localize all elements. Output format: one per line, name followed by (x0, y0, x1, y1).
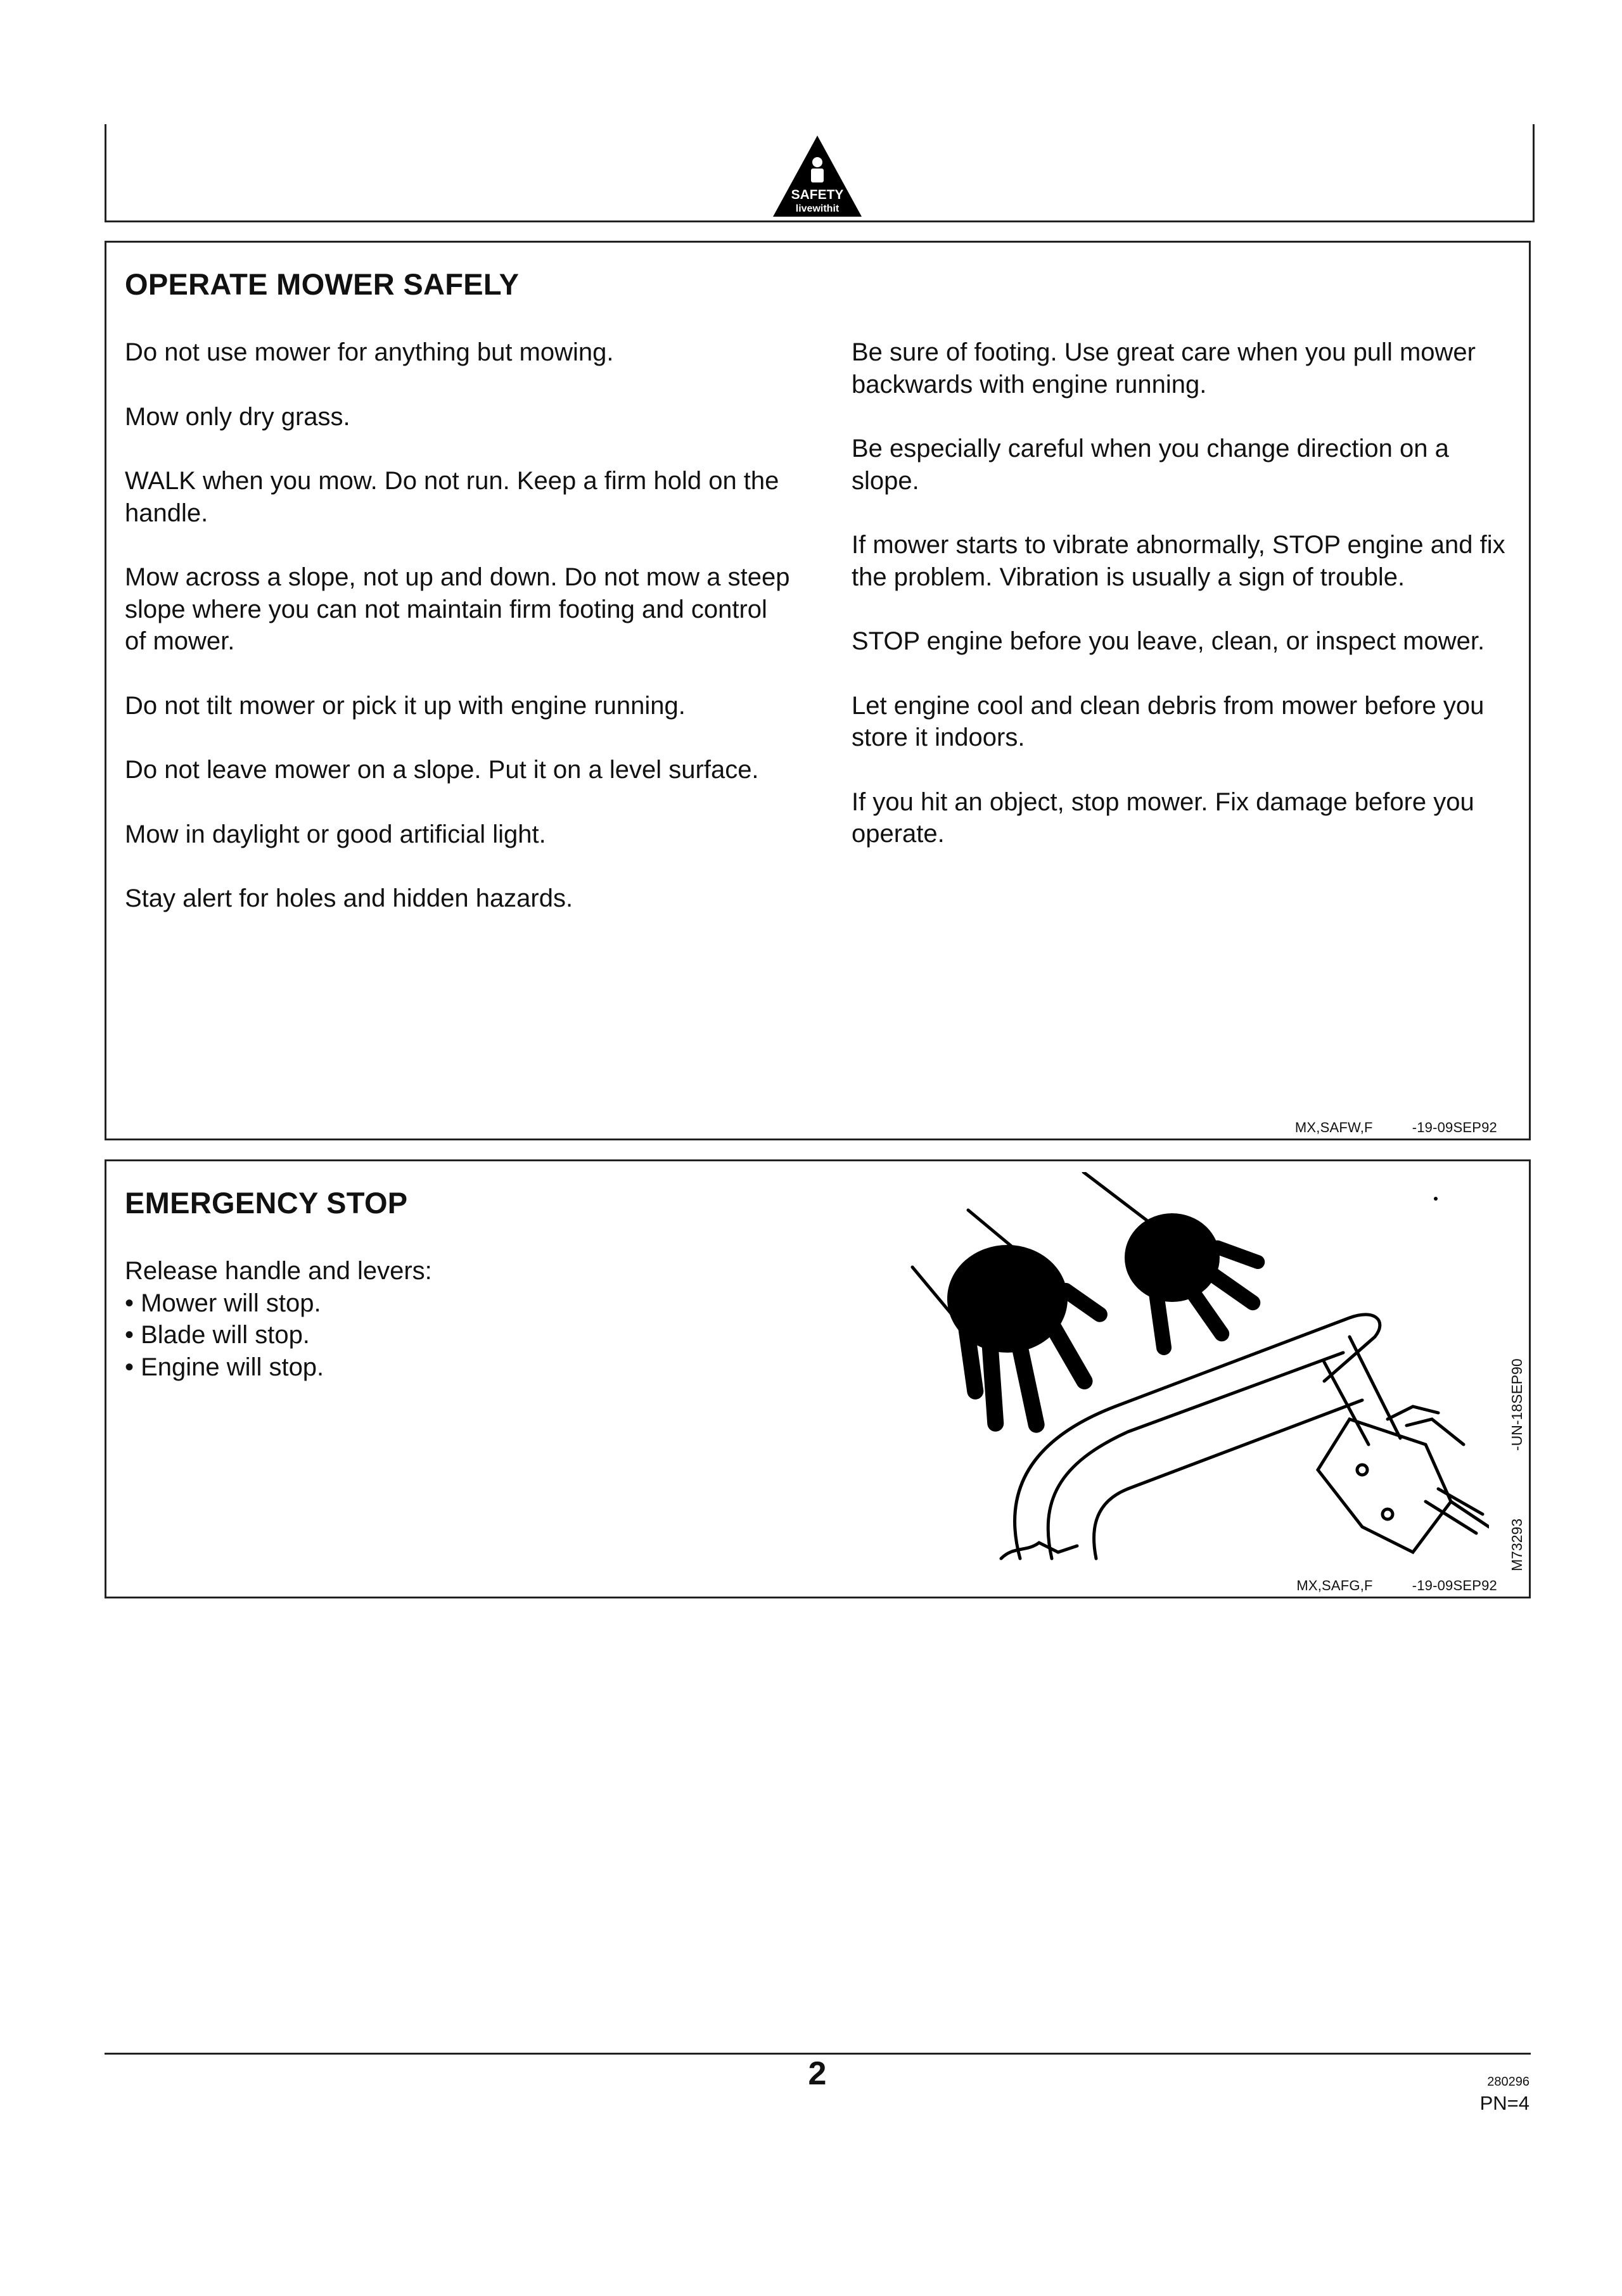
paragraph: Be especially careful when you change direction on a slope. (852, 435, 1449, 495)
section-title: OPERATE MOWER SAFELY (125, 267, 520, 301)
bullet-item: • Blade will stop. (125, 1319, 432, 1351)
paragraph: If you hit an object, stop mower. Fix damage before you operate. (852, 788, 1474, 848)
bullet-item: • Engine will stop. (125, 1351, 432, 1384)
paragraph: Stay alert for holes and hidden hazards. (125, 884, 573, 912)
reference-date: -19-09SEP92 (1412, 1578, 1497, 1593)
bullet-item: • Mower will stop. (125, 1287, 432, 1320)
page-number: 2 (808, 2055, 827, 2092)
paragraph: Do not use mower for anything but mowing. (125, 338, 614, 366)
logo-text-bottom: livewithit (795, 203, 840, 214)
document-date: 280296 (1487, 2075, 1529, 2089)
instruction-intro: Release handle and levers: (125, 1257, 432, 1285)
paragraph: STOP engine before you leave, clean, or inspect mower. (852, 627, 1485, 655)
hands-releasing-handle-illustration (906, 1172, 1489, 1565)
section-reference (1296, 1578, 1497, 1594)
paragraph: Be sure of footing. Use great care when you pull mower backwards with engine running. (852, 338, 1476, 399)
reference-code: MX,SAFW,F (1294, 1119, 1373, 1135)
figure-code: M73293 (1509, 1518, 1525, 1571)
left-column (125, 336, 793, 947)
operate-mower-safely-section (105, 241, 1531, 1140)
reference-code: MX,SAFG,F (1296, 1578, 1373, 1593)
paragraph: WALK when you mow. Do not run. Keep a firm hold on the handle. (125, 467, 779, 527)
paragraph: Mow across a slope, not up and down. Do not mow a steep slope where you can not maintain firm footing and control of mower. (125, 563, 790, 655)
reference-date: -19-09SEP92 (1412, 1119, 1497, 1135)
paragraph: Do not leave mower on a slope. Put it on a level surface. (125, 756, 759, 784)
safety-alert-logo (767, 133, 868, 222)
paragraph: Mow only dry grass. (125, 402, 350, 431)
section-reference (1295, 1119, 1497, 1136)
right-column (852, 336, 1510, 883)
figure-date: -UN-18SEP90 (1509, 1358, 1525, 1451)
paragraph: If mower starts to vibrate abnormally, STOP engine and fix the problem. Vibration is usually a sign of trouble. (852, 531, 1505, 591)
emergency-instructions (125, 1255, 432, 1383)
paragraph: Do not tilt mower or pick it up with engine running. (125, 691, 686, 720)
section-title: EMERGENCY STOP (125, 1186, 408, 1220)
logo-text-top: SAFETY (791, 188, 844, 202)
paragraph: Mow in daylight or good artificial light. (125, 820, 546, 848)
paragraph: Let engine cool and clean debris from mower before you store it indoors. (852, 691, 1485, 751)
page-number-code: PN=4 (1479, 2092, 1529, 2114)
